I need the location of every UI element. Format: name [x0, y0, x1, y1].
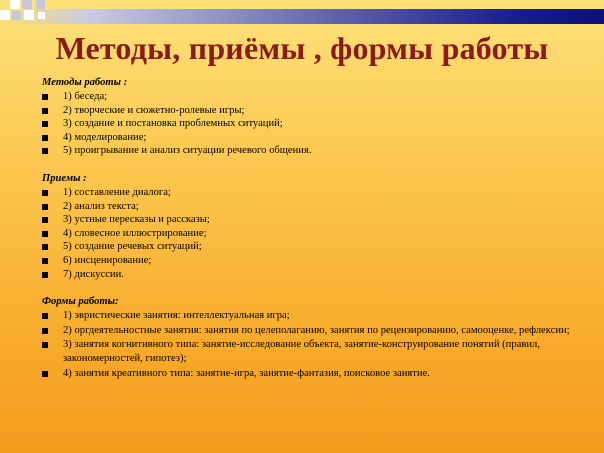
- list-item: 5) проигрывание и анализ ситуации речевого общения.: [42, 144, 598, 158]
- list-item: 2) оргдеятельностные занятия: занятия по целеполаганию, занятия по рецензированию, самооценке, рефлексии;: [42, 324, 598, 338]
- square-bullet-icon: [42, 313, 48, 319]
- list-item: 7) дискуссии.: [42, 268, 598, 282]
- square-bullet-icon: [42, 121, 48, 127]
- list-item: 3) занятия когнитивного типа: занятие-исследование объекта, занятие-конструирование понятий (правил, закономерностей, гипотез);: [42, 338, 598, 365]
- decorative-top-bar: [0, 9, 604, 24]
- bullet-list: [42, 90, 598, 158]
- square-bullet-icon: [42, 231, 48, 237]
- square-bullet-icon: [42, 217, 48, 223]
- list-item: 2) творческие и сюжетно-ролевые игры;: [42, 104, 598, 118]
- list-item: 1) составление диалога;: [42, 186, 598, 200]
- list-item: 1) беседа;: [42, 90, 598, 104]
- section-heading: Методы работы :: [42, 77, 128, 88]
- square-bullet-icon: [42, 190, 48, 196]
- list-item: 5) создание речевых ситуаций;: [42, 240, 598, 254]
- slide-content: [42, 76, 598, 381]
- list-item: 3) создание и постановка проблемных ситуаций;: [42, 117, 598, 131]
- square-bullet-icon: [42, 258, 48, 264]
- square-bullet-icon: [42, 328, 48, 334]
- list-item: 1) эвристические занятия: интеллектуальная игра;: [42, 309, 598, 323]
- list-item: 4) словесное иллюстрирование;: [42, 227, 598, 241]
- list-item: 4) занятия креативного типа: занятие-игра, занятие-фантазия, поисковое занятие.: [42, 367, 598, 381]
- square-bullet-icon: [42, 272, 48, 278]
- square-bullet-icon: [42, 342, 48, 348]
- square-bullet-icon: [42, 94, 48, 100]
- square-bullet-icon: [42, 244, 48, 250]
- square-bullet-icon: [42, 108, 48, 114]
- section-heading: Формы работы:: [42, 296, 119, 308]
- section-methods: [42, 76, 598, 158]
- list-item: 3) устные пересказы и рассказы;: [42, 213, 598, 227]
- section-forms: [42, 295, 598, 380]
- slide-title: Методы, приёмы , формы работы: [55, 30, 549, 66]
- section-heading: Приемы :: [42, 172, 87, 184]
- list-item: 6) инсценирование;: [42, 254, 598, 268]
- list-item: 4) моделирование;: [42, 131, 598, 145]
- bullet-list: [42, 309, 598, 380]
- square-bullet-icon: [42, 148, 48, 154]
- section-techniques: [42, 172, 598, 281]
- bullet-list: [42, 186, 598, 281]
- square-bullet-icon: [42, 135, 48, 141]
- square-bullet-icon: [42, 371, 48, 377]
- square-bullet-icon: [42, 204, 48, 210]
- list-item: 2) анализ текста;: [42, 200, 598, 214]
